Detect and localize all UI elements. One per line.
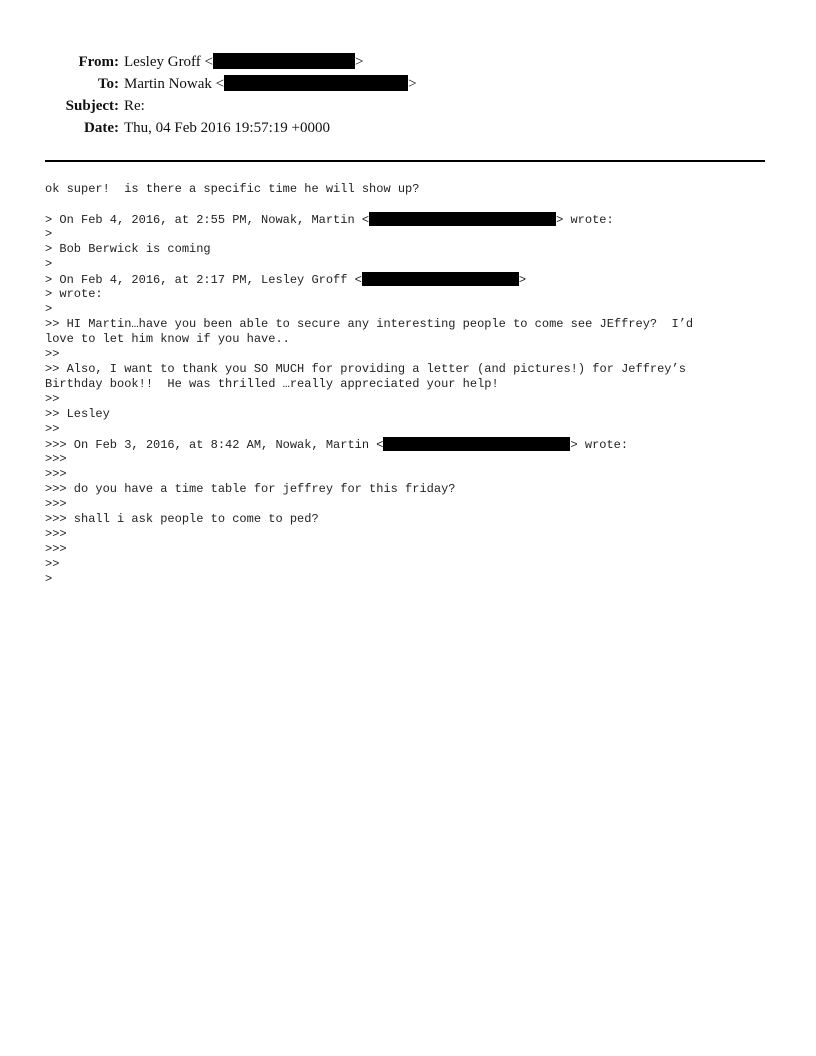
from-name: Lesley Groff < — [124, 54, 213, 70]
body-line: >> — [45, 392, 60, 406]
blank-line — [45, 197, 775, 212]
redaction-box — [362, 272, 519, 286]
redaction-box — [213, 53, 355, 69]
redaction-box — [383, 437, 570, 451]
body-line: >>> — [45, 497, 67, 511]
body-line: >>> — [45, 542, 67, 556]
quote-attribution: > On Feb 4, 2016, at 2:17 PM, Lesley Groff < — [45, 273, 362, 287]
body-line: >> — [45, 557, 60, 571]
date-value: Thu, 04 Feb 2016 19:57:19 +0000 — [124, 120, 330, 136]
from-suffix: > — [355, 54, 364, 70]
to-value — [124, 74, 417, 94]
redaction-box — [369, 212, 556, 226]
quote-attribution-end: > — [518, 273, 527, 287]
quote-attribution-end: > wrote: — [570, 438, 629, 452]
body-line: > — [45, 257, 53, 271]
body-line: >> — [45, 422, 60, 436]
quote-attribution: >>> On Feb 3, 2016, at 8:42 AM, Nowak, Martin < — [45, 438, 384, 452]
body-line: > Bob Berwick is coming — [45, 242, 211, 256]
body-line: >> Lesley — [45, 407, 110, 421]
body-line: >>> — [45, 467, 67, 481]
date-label: Date: — [84, 120, 119, 136]
subject-value: Re: — [124, 98, 145, 114]
to-suffix: > — [408, 76, 417, 92]
body-line: >> Also, I want to thank you SO MUCH for providing a letter (and pictures!) for Jeffrey’s — [45, 362, 686, 376]
body-line — [45, 272, 775, 287]
to-name: Martin Nowak < — [124, 76, 225, 92]
redaction-box — [224, 75, 408, 91]
body-line: > — [45, 227, 53, 241]
header-divider — [45, 160, 765, 162]
email-body — [45, 182, 775, 587]
body-line: love to let him know if you have.. — [45, 332, 290, 346]
body-line: > — [45, 572, 53, 586]
body-line: >>> shall i ask people to come to ped? — [45, 512, 319, 526]
body-line: Birthday book!! He was thrilled …really appreciated your help! — [45, 377, 499, 391]
quote-attribution: > On Feb 4, 2016, at 2:55 PM, Nowak, Martin < — [45, 213, 370, 227]
from-label: From: — [78, 54, 119, 70]
body-line: >>> do you have a time table for jeffrey for this friday? — [45, 482, 456, 496]
body-line: >>> — [45, 527, 67, 541]
body-line: >> HI Martin…have you been able to secure any interesting people to come see JEffrey? I’d — [45, 317, 694, 331]
body-line: > — [45, 302, 53, 316]
body-line — [45, 437, 775, 452]
quote-attribution-end: > wrote: — [556, 213, 614, 227]
to-label: To: — [97, 76, 119, 92]
from-value — [124, 52, 363, 72]
subject-label: Subject: — [65, 98, 119, 114]
body-line: >>> — [45, 452, 67, 466]
body-line: >> — [45, 347, 60, 361]
body-line: ok super! is there a specific time he will show up? — [45, 182, 420, 196]
body-line — [45, 212, 775, 227]
body-line: > wrote: — [45, 287, 103, 301]
